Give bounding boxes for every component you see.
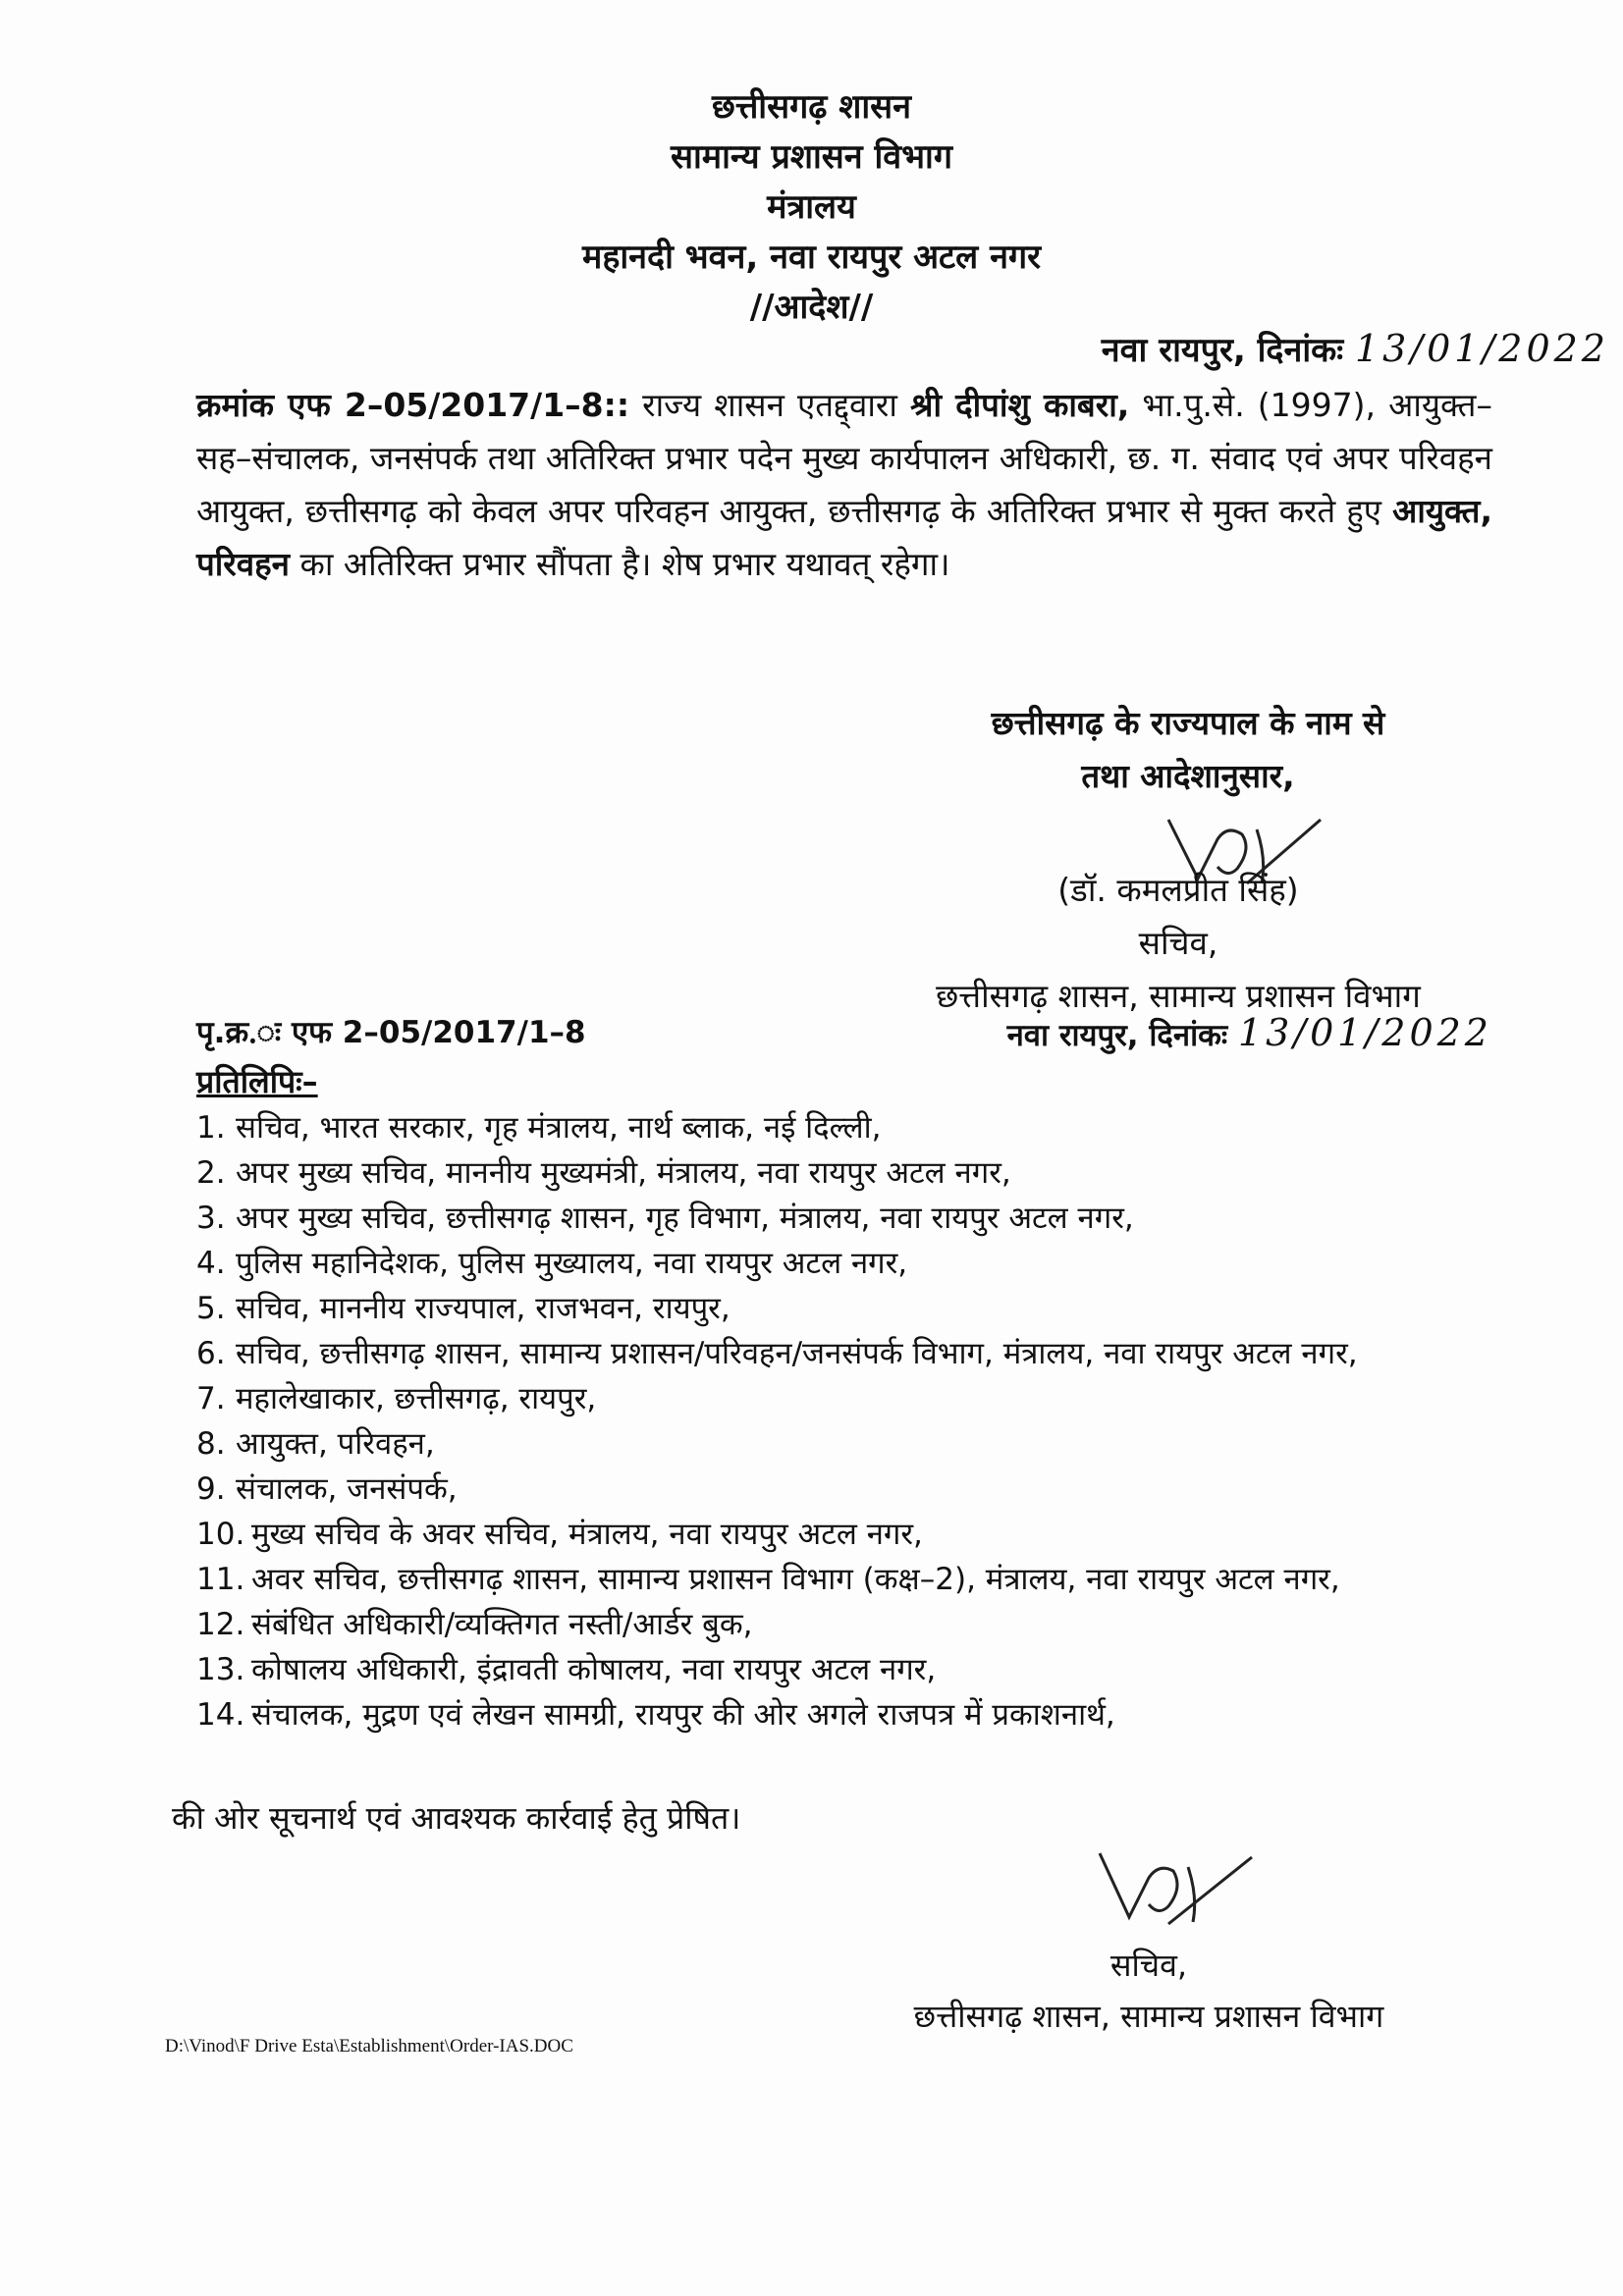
government-name: छत्तीसगढ़ शासन [711, 87, 912, 127]
signature-2 [1090, 1843, 1257, 1937]
letterhead [0, 82, 1623, 333]
officer-name: श्री दीपांशु काबरा, [910, 386, 1130, 424]
order-date [0, 326, 1623, 371]
closing-line: की ओर सूचनार्थ एवं आवश्यक कार्रवाई हेतु प्रेषित। [172, 1799, 741, 1837]
list-item: 8. आयुक्त, परिवहन, [196, 1426, 435, 1462]
signatory-name: (डॉ. कमलप्रीत सिंह) [1057, 871, 1299, 909]
order-reference-number: क्रमांक एफ 2–05/2017/1–8:: [196, 386, 630, 424]
copy-list [196, 1105, 1473, 1737]
list-item: 7. महालेखाकार, छत्तीसगढ़, रायपुर, [196, 1381, 597, 1416]
list-item: 6. सचिव, छत्तीसगढ़ शासन, सामान्य प्रशासन/परिवहन/जनसंपर्क विभाग, मंत्रालय, नवा रायपुर अटल नगर, [196, 1336, 1358, 1371]
list-item: 11. अवर सचिव, छत्तीसगढ़ शासन, सामान्य प्रशासन विभाग (कक्ष–2), मंत्रालय, नवा रायपुर अटल नगर, [196, 1562, 1340, 1597]
copy-reference-date [1007, 1011, 1492, 1055]
signatory-designation: सचिव, [1138, 924, 1218, 962]
order-body [196, 379, 1492, 591]
order-text-1: राज्य शासन एतद्द्वारा [629, 386, 911, 424]
address: महानदी भवन, नवा रायपुर अटल नगर [581, 238, 1041, 277]
list-item: 4. पुलिस महानिदेशक, पुलिस मुख्यालय, नवा रायपुर अटल नगर, [196, 1246, 908, 1281]
list-item: 5. सचिव, माननीय राज्यपाल, राजभवन, रायपुर, [196, 1291, 730, 1326]
list-item: 14. संचालक, मुद्रण एवं लेखन सामग्री, रायपुर की ओर अगले राजपत्र में प्रकाशनार्थ, [196, 1697, 1115, 1733]
list-item: 12. संबंधित अधिकारी/व्यक्तिगत नस्ती/आर्डर बुक, [196, 1607, 753, 1642]
list-item: 9. संचालक, जनसंपर्क, [196, 1471, 458, 1507]
list-item: 3. अपर मुख्य सचिव, छत्तीसगढ़ शासन, गृह विभाग, मंत्रालय, नवा रायपुर अटल नगर, [196, 1201, 1134, 1236]
order-date-value: 13/01/2022 [1354, 327, 1609, 370]
secretary-department: छत्तीसगढ़ शासन, सामान्य प्रशासन विभाग [913, 1998, 1384, 2035]
ministry-name: मंत्रालय [767, 187, 856, 227]
file-path: D:\Vinod\F Drive Esta\Establishment\Order-IAS.DOC [165, 2036, 573, 2056]
order-date-label: नवा रायपुर, दिनांकः [1101, 331, 1344, 370]
list-item: 1. सचिव, भारत सरकार, गृह मंत्रालय, नार्थ ब्लाक, नई दिल्ली, [196, 1110, 882, 1146]
copy-date-label: नवा रायपुर, दिनांकः [1006, 1018, 1228, 1053]
order-text-2: भा.पु.से. (1997), आयुक्त–सह–संचालक, जनसंपर्क तथा अतिरिक्त प्रभार पदेन मुख्य कार्यपालन अधिकारी, छ. ग. संवाद एवं अपर परिवहन आयुक्त, छत्तीसगढ़ को केवल अपर परिवहन आयुक्त, छत्तीसगढ़ के अतिरिक्त प्रभार से मुक्त करते हुए [196, 386, 1492, 530]
signatory-department: छत्तीसगढ़ शासन, सामान्य प्रशासन विभाग [936, 977, 1421, 1015]
list-item: 2. अपर मुख्य सचिव, माननीय मुख्यमंत्री, मंत्रालय, नवा रायपुर अटल नगर, [196, 1155, 1011, 1191]
document-type: //आदेश// [749, 288, 874, 327]
new-charge: आयुक्त, परिवहन [196, 492, 1492, 583]
authority-line-1: छत्तीसगढ़ के राज्यपाल के नाम से [991, 704, 1385, 742]
secretary-block [805, 1940, 1492, 2042]
authority-block [903, 697, 1473, 803]
copy-heading: प्रतिलिपिः– [196, 1063, 318, 1100]
copy-date-value: 13/01/2022 [1237, 1011, 1492, 1054]
authority-line-2: तथा आदेशानुसार, [1081, 757, 1295, 795]
signatory-block [884, 864, 1473, 1023]
list-item: 13. कोषालय अधिकारी, इंद्रावती कोषालय, नवा रायपुर अटल नगर, [196, 1652, 937, 1687]
order-text-3: का अतिरिक्त प्रभार सौंपता है। शेष प्रभार यथावत् रहेगा। [289, 545, 950, 583]
department-name: सामान्य प्रशासन विभाग [670, 137, 953, 177]
list-item: 10. मुख्य सचिव के अवर सचिव, मंत्रालय, नवा रायपुर अटल नगर, [196, 1517, 923, 1552]
secretary-designation: सचिव, [1109, 1947, 1188, 1984]
copy-reference-number: पृ.क्र.ः एफ 2–05/2017/1–8 [196, 1015, 586, 1050]
copy-reference [196, 1011, 1492, 1052]
